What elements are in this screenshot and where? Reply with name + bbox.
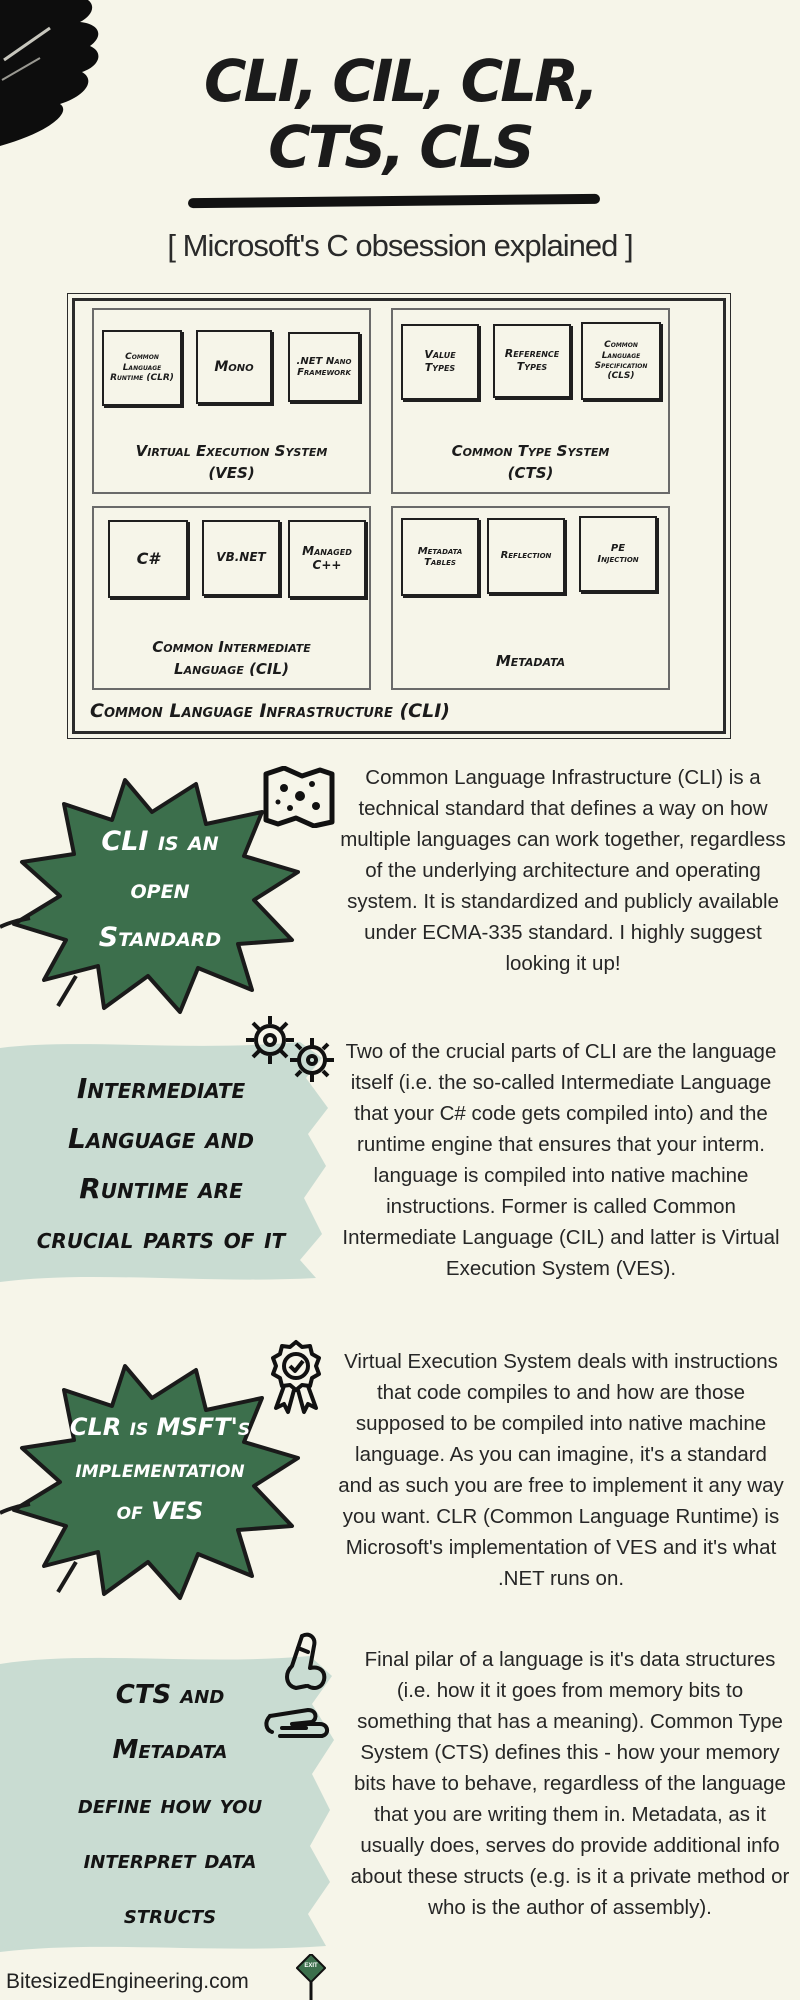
card-text: Language bbox=[601, 350, 641, 361]
cil-group bbox=[92, 506, 371, 690]
section-3-text: Virtual Execution System deals with instructions that code compiles to and how are those supposed to be compiled into native machine language. As you can imagine, it's a standard and as such you are free to implement it any way you want. CLR (Common Language Runtime) is Microsoft's implementation of VES and it's what .NET runs on. bbox=[338, 1350, 784, 1590]
card-text: .NET Nano bbox=[296, 355, 352, 367]
title-line-1: CLI, CIL, CLR, bbox=[204, 47, 596, 115]
badge-line: CLR is MSFT's bbox=[69, 1413, 251, 1441]
badge-line: open bbox=[130, 874, 190, 905]
badge-line: crucial parts of it bbox=[36, 1222, 286, 1255]
card-text: Language bbox=[122, 362, 162, 373]
card-text: Common bbox=[604, 340, 638, 351]
badge-line: CTS and bbox=[115, 1680, 225, 1710]
footer-site-link[interactable]: BitesizedEngineering.com bbox=[6, 1970, 249, 1993]
ves-card-nano bbox=[288, 332, 360, 402]
metadata-group-label bbox=[393, 650, 668, 672]
badge-line: structs bbox=[123, 1900, 217, 1930]
group-label-line: Common Intermediate bbox=[152, 638, 311, 656]
section-2-badge bbox=[6, 1064, 316, 1264]
cil-card-vbnet bbox=[202, 520, 280, 596]
group-label-line: (CTS) bbox=[507, 464, 554, 482]
ves-group-label bbox=[94, 440, 369, 484]
title-underline bbox=[188, 194, 600, 208]
card-text: Mono bbox=[214, 358, 254, 375]
ves-card-mono bbox=[196, 330, 272, 404]
cil-card-managed-cpp bbox=[288, 520, 366, 598]
cil-card-csharp bbox=[108, 520, 188, 598]
card-text: Value bbox=[424, 348, 456, 362]
group-label-line: Language (CIL) bbox=[174, 660, 289, 678]
badge-line: Standard bbox=[98, 922, 222, 953]
cts-group bbox=[391, 308, 670, 494]
card-text: C++ bbox=[312, 558, 342, 572]
badge-line: Runtime are bbox=[79, 1172, 243, 1205]
group-label-line: Metadata bbox=[495, 652, 566, 670]
section-1-badge bbox=[70, 818, 250, 962]
card-text: Common bbox=[125, 352, 159, 363]
page-title bbox=[0, 48, 800, 180]
card-text: Reflection bbox=[500, 550, 552, 562]
metadata-card-reflection bbox=[487, 518, 565, 594]
section-2-text: Two of the crucial parts of CLI are the language itself (i.e. the so-called Intermediate Language that your C# code gets compiled into) and the runtime engine that ensures that your interm. language is compiled into native machine instructions. Former is called Common Intermediate Language (CIL) and latter is Virtual Execution System (VES). bbox=[342, 1040, 780, 1280]
metadata-card-tables bbox=[401, 518, 479, 596]
card-text: Types bbox=[516, 360, 548, 373]
card-text: Specification bbox=[594, 361, 648, 371]
gears-icon bbox=[240, 1010, 344, 1088]
card-text: Managed bbox=[302, 544, 352, 559]
card-text: Reference bbox=[504, 347, 560, 361]
badge-line: Metadata bbox=[112, 1735, 228, 1765]
card-text: PE bbox=[610, 542, 626, 554]
badge-line: implementation bbox=[75, 1455, 245, 1483]
badge-line: Intermediate bbox=[76, 1072, 246, 1105]
exit-sign-label: EXIT bbox=[304, 1963, 318, 1969]
hand-icon bbox=[262, 1630, 352, 1746]
metadata-card-pe-injection bbox=[579, 516, 657, 592]
group-label-line: Virtual Execution System bbox=[135, 442, 328, 460]
badge-line: of VES bbox=[116, 1497, 204, 1525]
cts-group-label bbox=[393, 440, 668, 484]
group-label-line: Common Type System bbox=[451, 442, 610, 460]
card-text: Injection bbox=[597, 554, 639, 565]
card-text: VB.NET bbox=[216, 550, 266, 565]
map-icon bbox=[262, 766, 336, 828]
group-label-line: (VES) bbox=[208, 464, 255, 482]
title-line-2: CTS, CLS bbox=[268, 113, 532, 181]
exit-sign-icon bbox=[296, 1954, 326, 2000]
cts-card-reference-types bbox=[493, 324, 571, 398]
card-text: Runtime (CLR) bbox=[110, 373, 174, 384]
ves-group bbox=[92, 308, 371, 494]
cil-group-label bbox=[94, 636, 369, 680]
card-text: C# bbox=[136, 548, 160, 568]
award-badge-icon bbox=[264, 1338, 328, 1416]
cts-card-cls bbox=[581, 322, 661, 400]
badge-line: define how you bbox=[77, 1790, 263, 1820]
section-3-badge bbox=[50, 1406, 270, 1532]
card-text: Framework bbox=[297, 367, 351, 378]
section-4-text: Final pilar of a language is it's data structures (i.e. how it it goes from memory bits to something that has a meaning). Common Type System (CTS) defines this - how your memory bits have to behave, regardless of the language that you are writing them in. Metadata, as it usually does, serves do provide additional info about these structs (e.g. is it a private method or who is the author of assembly). bbox=[350, 1648, 790, 1919]
cli-diagram-caption: Common Language Infrastructure (CLI) bbox=[90, 700, 450, 722]
ves-card-clr bbox=[102, 330, 182, 406]
card-text: Metadata bbox=[417, 545, 463, 557]
metadata-group bbox=[391, 506, 670, 690]
badge-line: Language and bbox=[68, 1122, 254, 1155]
page-subtitle: [ Microsoft's C obsession explained ] bbox=[167, 228, 633, 263]
badge-line: interpret data bbox=[83, 1845, 257, 1875]
section-1-text: Common Language Infrastructure (CLI) is a technical standard that defines a way on how multiple languages can work together, regardless of the underlying architecture and operating system. It is standardized and publicly available under ECMA-335 standard. I highly suggest looking it up! bbox=[340, 766, 786, 975]
card-text: Types bbox=[424, 361, 456, 374]
badge-line: CLI is an bbox=[101, 826, 219, 857]
card-text: (CLS) bbox=[607, 371, 635, 382]
card-text: Tables bbox=[424, 557, 456, 568]
cts-card-value-types bbox=[401, 324, 479, 400]
